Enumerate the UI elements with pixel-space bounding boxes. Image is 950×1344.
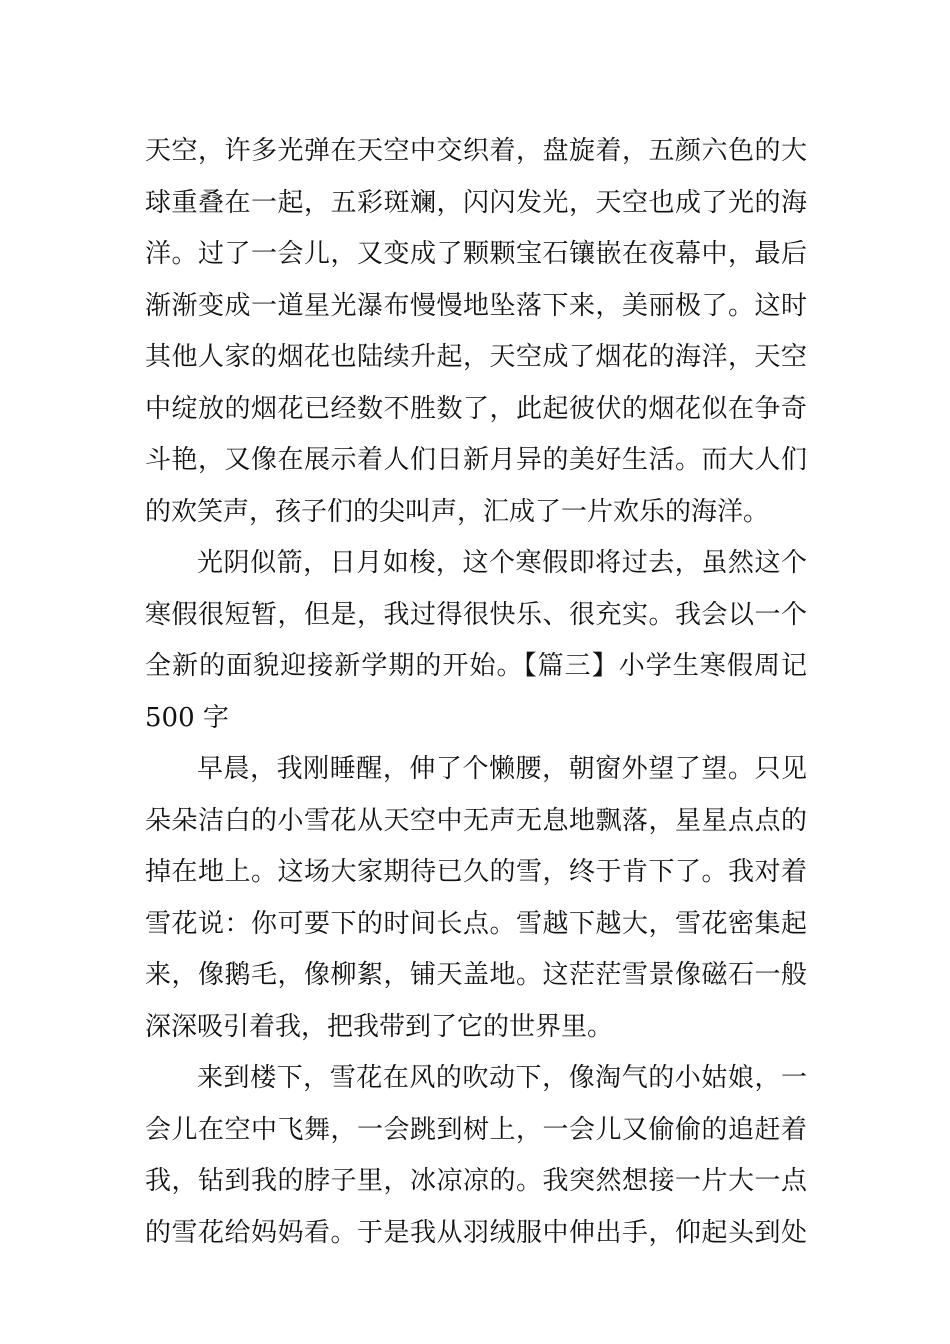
text-line: 光阴似箭，日月如梭，这个寒假即将过去，虽然这个 [197,548,807,578]
text-line: 天空，许多光弹在天空中交织着，盘旋着，五颜六色的大 [145,136,807,166]
text-line: 中绽放的烟花已经数不胜数了，此起彼伏的烟花似在争奇 [145,393,807,424]
text-line: 洋。过了一会儿，又变成了颗颗宝石镶嵌在夜幕中，最后 [145,239,807,269]
text-line: 雪花说：你可要下的时间长点。雪越下越大，雪花密集起 [145,908,807,939]
text-line: 斗艳，又像在展示着人们日新月异的美好生活。而大人们 [145,445,807,475]
paragraph-downstairs [145,1053,807,1259]
paragraph-morning-snow [145,744,807,1053]
text-line: 渐渐变成一道星光瀑布慢慢地坠落下来，美丽极了。这时 [145,290,807,321]
document-body [145,126,807,1259]
text-line: 500 字 [145,702,229,733]
text-line: 会儿在空中飞舞，一会跳到树上，一会儿又偷偷的追赶着 [145,1114,807,1145]
text-line: 朵朵洁白的小雪花从天空中无声无息地飘落，星星点点的 [145,805,807,836]
text-line: 的欢笑声，孩子们的尖叫声，汇成了一片欢乐的海洋。 [145,496,770,527]
text-line: 早晨，我刚睡醒，伸了个懒腰，朝窗外望了望。只见 [197,754,807,784]
text-line: 球重叠在一起，五彩斑斓，闪闪发光，天空也成了光的海 [145,187,807,218]
text-line: 我，钻到我的脖子里，冰凉凉的。我突然想接一片大一点 [145,1166,807,1196]
text-line: 寒假很短暂，但是，我过得很快乐、很充实。我会以一个 [145,599,807,630]
paragraph-fireworks [145,126,807,538]
text-line: 深深吸引着我，把我带到了它的世界里。 [145,1011,614,1042]
text-line: 来，像鹅毛，像柳絮，铺天盖地。这茫茫雪景像磁石一般 [145,960,807,990]
text-line: 来到楼下，雪花在风的吹动下，像淘气的小姑娘，一 [197,1063,807,1093]
text-line: 其他人家的烟花也陆续升起，天空成了烟花的海洋，天空 [145,342,807,372]
paragraph-time-flies [145,538,807,744]
text-line: 全新的面貌迎接新学期的开始。【篇三】小学生寒假周记 [145,651,807,681]
text-line: 掉在地上。这场大家期待已久的雪，终于肯下了。我对着 [145,857,807,887]
text-line: 的雪花给妈妈看。于是我从羽绒服中伸出手，仰起头到处 [145,1217,807,1248]
